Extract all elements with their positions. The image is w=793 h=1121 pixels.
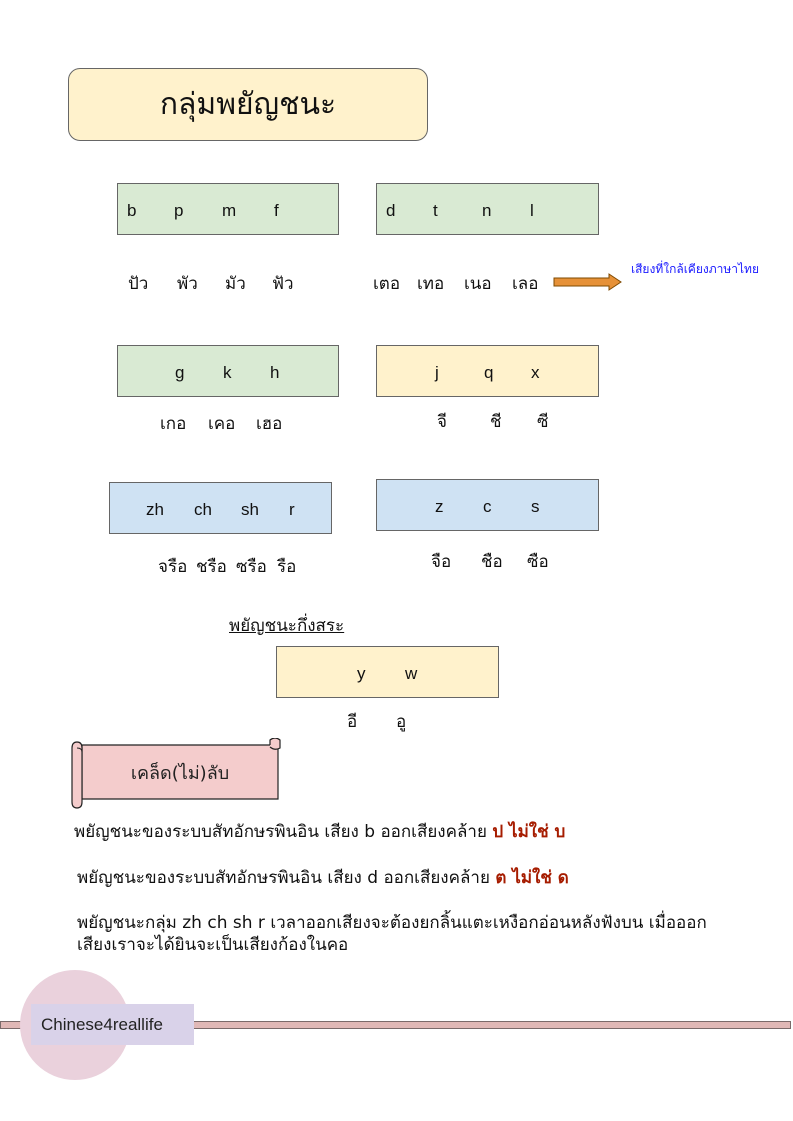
semivowel-box (276, 646, 499, 698)
thai-zcs-1: จือ (431, 552, 452, 572)
thai-jqx-2: ชี (490, 412, 502, 432)
thai-zcs-3: ซือ (527, 552, 549, 572)
thai-gkh-2: เคอ (208, 414, 236, 434)
thai-row-jqx (0, 408, 793, 432)
consonant-box-bpmf (117, 183, 339, 235)
thai-zhchshr-3: ซรือ (236, 557, 267, 577)
thai-zhchshr-1: จรือ (158, 557, 188, 577)
pinyin-k: k (223, 363, 232, 382)
consonant-box-zcs (376, 479, 599, 531)
semivowel-heading: พยัญชนะกึ่งสระ (229, 616, 345, 636)
pinyin-b: b (127, 201, 137, 220)
tip-emphasis-2: ต ไม่ใช่ ด (495, 868, 569, 888)
thai-row-semivowel (0, 708, 793, 732)
consonant-box-gkh (117, 345, 339, 397)
page-title: กลุ่มพยัญชนะ (68, 68, 428, 141)
consonant-box-dtnl (376, 183, 599, 235)
pinyin-g: g (175, 363, 185, 382)
pinyin-s: s (531, 497, 540, 516)
tip-line-3 (77, 912, 707, 956)
pinyin-ch: ch (194, 500, 212, 519)
pinyin-y: y (357, 664, 366, 683)
thai-row-zcs (0, 548, 793, 572)
pinyin-l: l (530, 201, 534, 220)
thai-zhchshr-4: รือ (277, 557, 297, 577)
thai-dtnl-2: เทอ (417, 274, 445, 294)
thai-jqx-3: ซี (537, 412, 549, 432)
tip-emphasis-1: ป ไม่ใช่ บ (492, 822, 566, 842)
pinyin-w: w (405, 664, 418, 683)
pinyin-p: p (174, 201, 184, 220)
pinyin-f: f (274, 201, 279, 220)
thai-bpmf-3: มัว (225, 274, 246, 294)
pinyin-m: m (222, 201, 237, 220)
thai-similar-note: เสียงที่ใกล้เคียงภาษาไทย (631, 262, 759, 276)
thai-gkh-1: เกอ (160, 414, 187, 434)
consonant-box-jqx (376, 345, 599, 397)
pinyin-n: n (482, 201, 492, 220)
pinyin-h: h (270, 363, 280, 382)
thai-zhchshr-2: ชรือ (196, 557, 227, 577)
thai-zcs-2: ชือ (481, 552, 503, 572)
tip-text-3a: พยัญชนะกลุ่ม zh ch sh r เวลาออกเสียงจะต้องยกลิ้นแตะเหงือกอ่อนหลังฟังบน เมื่อออก (77, 913, 707, 933)
tip-text-2: พยัญชนะของระบบสัทอักษรพินอิน เสียง d ออกเสียงคล้าย (77, 868, 496, 888)
thai-bpmf-1: ปัว (128, 274, 149, 294)
arrow-right-icon (553, 273, 623, 291)
tip-text-1: พยัญชนะของระบบสัทอักษรพินอิน เสียง b ออกเสียงคล้าย (74, 822, 493, 842)
pinyin-t: t (433, 201, 438, 220)
thai-dtnl-4: เลอ (512, 274, 539, 294)
thai-dtnl-1: เตอ (373, 274, 401, 294)
pinyin-q: q (484, 363, 494, 382)
tip-line-1 (74, 821, 565, 843)
thai-gkh-3: เฮอ (256, 414, 283, 434)
pinyin-j: j (435, 363, 439, 382)
thai-semivowel-1: อี (347, 712, 358, 732)
pinyin-zh: zh (146, 500, 164, 519)
thai-jqx-1: จี (437, 412, 447, 432)
thai-bpmf-2: พัว (177, 274, 198, 294)
footer-brand-label: Chinese4reallife (31, 1004, 194, 1045)
thai-dtnl-3: เนอ (464, 274, 492, 294)
tips-label: เคล็ด(ไม่)ลับ (130, 762, 230, 784)
pinyin-r: r (289, 500, 295, 519)
tip-line-2 (77, 867, 569, 889)
pinyin-x: x (531, 363, 540, 382)
thai-semivowel-2: อู (396, 712, 407, 732)
tip-text-3b: เสียงเราจะได้ยินจะเป็นเสียงก้องในคอ (77, 935, 349, 955)
pinyin-d: d (386, 201, 396, 220)
pinyin-c: c (483, 497, 492, 516)
consonant-box-zhchshr (109, 482, 332, 534)
thai-bpmf-4: ฟัว (272, 274, 294, 294)
pinyin-z: z (435, 497, 444, 516)
pinyin-sh: sh (241, 500, 259, 519)
